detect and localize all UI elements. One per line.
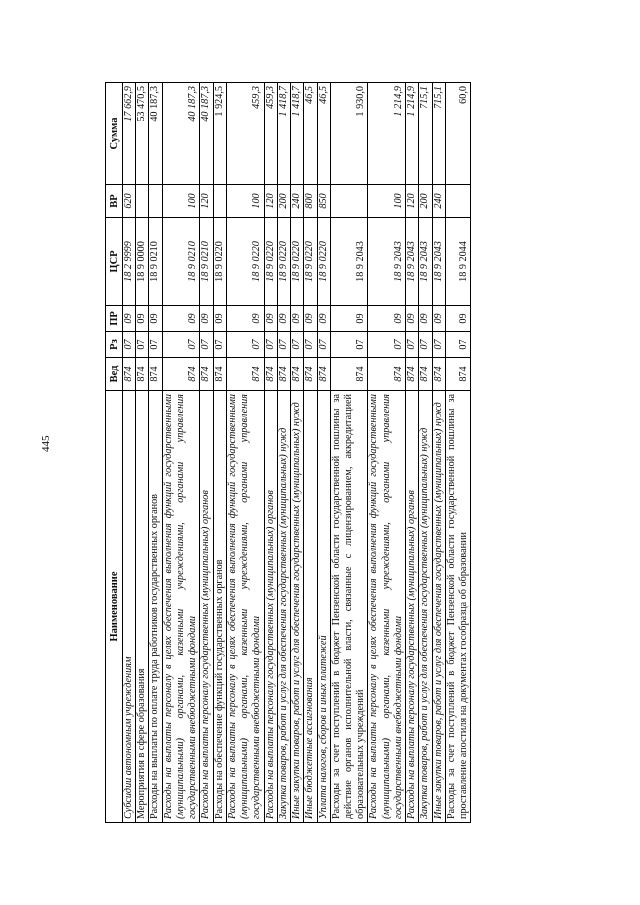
row-vr	[149, 185, 162, 218]
row-rz: 07	[406, 332, 419, 358]
row-pr: 09	[264, 306, 277, 332]
row-sum: 46,5	[304, 83, 317, 185]
row-ved: 874	[330, 358, 368, 391]
row-rz: 07	[162, 332, 200, 358]
row-vr	[330, 185, 368, 218]
header-ved: Вед	[106, 358, 123, 391]
row-sum: 40 187,3	[200, 83, 213, 185]
row-vr: 100	[162, 185, 200, 218]
row-rz: 07	[200, 332, 213, 358]
row-rz: 07	[277, 332, 290, 358]
row-csr: 18 9 2044	[445, 218, 470, 306]
row-sum: 40 187,3	[162, 83, 200, 185]
row-name: Расходы на выплаты персоналу государственных (муниципальных) органов	[406, 391, 419, 823]
row-sum: 1 214,9	[368, 83, 406, 185]
row-sum: 53 470,5	[136, 83, 149, 185]
header-vr: ВР	[106, 185, 123, 218]
row-vr: 120	[406, 185, 419, 218]
row-rz: 07	[445, 332, 470, 358]
row-csr: 18 9 0210	[162, 218, 200, 306]
table-row	[406, 83, 419, 823]
row-sum: 459,3	[226, 83, 264, 185]
row-ved: 874	[445, 358, 470, 391]
row-name: Закупка товаров, работ и услуг для обеспечения государственных (муниципальных) нужд	[419, 391, 432, 823]
row-pr: 09	[277, 306, 290, 332]
budget-table	[105, 82, 471, 823]
table-row	[419, 83, 432, 823]
row-rz: 07	[123, 332, 136, 358]
row-vr: 100	[226, 185, 264, 218]
table-row	[264, 83, 277, 823]
row-ved: 874	[317, 358, 330, 391]
row-ved: 874	[136, 358, 149, 391]
row-vr: 240	[291, 185, 304, 218]
row-csr: 18 9 0220	[291, 218, 304, 306]
table-row	[149, 83, 162, 823]
row-pr: 09	[123, 306, 136, 332]
header-csr: ЦСР	[106, 218, 123, 306]
row-ved: 874	[368, 358, 406, 391]
row-sum: 1 418,7	[291, 83, 304, 185]
table-row	[445, 83, 470, 823]
row-pr: 09	[445, 306, 470, 332]
row-pr: 09	[291, 306, 304, 332]
row-vr	[136, 185, 149, 218]
row-name: Расходы за счет поступлений в бюджет Пензенской области государственной пошлины за проставление апостиля на документах гособразца об образовании	[445, 391, 470, 823]
row-vr: 120	[264, 185, 277, 218]
row-csr: 18 9 0220	[264, 218, 277, 306]
row-rz: 07	[136, 332, 149, 358]
row-csr: 18 9 0210	[149, 218, 162, 306]
table-row	[213, 83, 226, 823]
table-row	[304, 83, 317, 823]
row-ved: 874	[406, 358, 419, 391]
row-pr: 09	[419, 306, 432, 332]
row-ved: 874	[123, 358, 136, 391]
row-name: Расходы на выплаты персоналу государственных (муниципальных) органов	[264, 391, 277, 823]
row-name: Расходы на выплаты персоналу в целях обеспечения выполнения функций государственными (муниципальными) органами, казенными учреждениями, органами управления государственными внебюджетными фондами	[226, 391, 264, 823]
row-vr: 620	[123, 185, 136, 218]
row-csr: 18 9 2043	[432, 218, 445, 306]
row-vr: 200	[277, 185, 290, 218]
row-csr: 18 9 0220	[213, 218, 226, 306]
row-sum: 40 187,3	[149, 83, 162, 185]
row-ved: 874	[304, 358, 317, 391]
table-row	[330, 83, 368, 823]
row-sum: 1 214,9	[406, 83, 419, 185]
row-csr: 18 9 2043	[406, 218, 419, 306]
row-rz: 07	[226, 332, 264, 358]
row-ved: 874	[419, 358, 432, 391]
header-name: Наименование	[106, 391, 123, 823]
rotated-page-content	[105, 83, 587, 823]
row-pr: 09	[200, 306, 213, 332]
row-pr: 09	[162, 306, 200, 332]
row-rz: 07	[304, 332, 317, 358]
header-sum: Сумма	[106, 83, 123, 185]
row-csr: 18 9 0220	[317, 218, 330, 306]
row-sum: 1 924,5	[213, 83, 226, 185]
row-rz: 07	[368, 332, 406, 358]
row-pr: 09	[213, 306, 226, 332]
table-row	[277, 83, 290, 823]
row-ved: 874	[200, 358, 213, 391]
table-row	[291, 83, 304, 823]
row-csr: 18 9 2043	[419, 218, 432, 306]
row-name: Иные бюджетные ассигнования	[304, 391, 317, 823]
table-row	[136, 83, 149, 823]
row-sum: 715,1	[432, 83, 445, 185]
row-rz: 07	[330, 332, 368, 358]
row-vr: 200	[419, 185, 432, 218]
row-sum: 459,3	[264, 83, 277, 185]
row-vr: 240	[432, 185, 445, 218]
row-name: Расходы на выплаты персоналу в целях обеспечения выполнения функций государственными (муниципальными) органами, казенными учреждениями, органами управления государственными внебюджетными фондами	[368, 391, 406, 823]
row-pr: 09	[226, 306, 264, 332]
row-csr: 18 2 9999	[123, 218, 136, 306]
row-pr: 09	[149, 306, 162, 332]
row-vr	[445, 185, 470, 218]
row-csr: 18 9 2043	[330, 218, 368, 306]
row-name: Субсидии автономным учреждениям	[123, 391, 136, 823]
row-vr: 850	[317, 185, 330, 218]
row-rz: 07	[213, 332, 226, 358]
row-name: Расходы на выплаты персоналу в целях обеспечения выполнения функций государственными (муниципальными) органами, казенными учреждениями, органами управления государственными внебюджетными фондами	[162, 391, 200, 823]
row-ved: 874	[432, 358, 445, 391]
row-ved: 874	[149, 358, 162, 391]
row-vr: 100	[368, 185, 406, 218]
row-name: Расходы за счет поступлений в бюджет Пензенской области государственной пошлины за действие органов исполнительной власти, связанные с лицензированием, аккредитацией образовательных учреждений	[330, 391, 368, 823]
row-name: Закупка товаров, работ и услуг для обеспечения государственных (муниципальных) нужд	[277, 391, 290, 823]
table-row	[162, 83, 200, 823]
row-vr: 120	[200, 185, 213, 218]
row-ved: 874	[277, 358, 290, 391]
header-pr: ПР	[106, 306, 123, 332]
row-ved: 874	[264, 358, 277, 391]
row-name: Расходы на выплаты по оплате труда работников государственных органов	[149, 391, 162, 823]
row-rz: 07	[264, 332, 277, 358]
row-ved: 874	[226, 358, 264, 391]
row-vr: 800	[304, 185, 317, 218]
row-csr: 18 9 0220	[226, 218, 264, 306]
row-sum: 60,0	[445, 83, 470, 185]
table-row	[200, 83, 213, 823]
row-name: Расходы на выплаты персоналу государственных (муниципальных) органов	[200, 391, 213, 823]
table-row	[317, 83, 330, 823]
row-name: Иные закупки товаров, работ и услуг для обеспечения государственных (муниципальных) нужд	[291, 391, 304, 823]
row-csr: 18 9 2043	[368, 218, 406, 306]
row-sum: 17 662,9	[123, 83, 136, 185]
row-ved: 874	[213, 358, 226, 391]
row-pr: 09	[406, 306, 419, 332]
row-rz: 07	[149, 332, 162, 358]
row-name: Уплата налогов, сборов и иных платежей	[317, 391, 330, 823]
row-sum: 46,5	[317, 83, 330, 185]
row-rz: 07	[317, 332, 330, 358]
row-sum: 1 418,7	[277, 83, 290, 185]
row-csr: 18 9 0000	[136, 218, 149, 306]
row-sum: 715,1	[419, 83, 432, 185]
row-name: Мероприятия в сфере образования	[136, 391, 149, 823]
row-rz: 07	[291, 332, 304, 358]
page-number: 445	[40, 435, 52, 452]
table-row	[432, 83, 445, 823]
row-pr: 09	[317, 306, 330, 332]
table-header-row	[106, 83, 123, 823]
row-ved: 874	[291, 358, 304, 391]
row-pr: 09	[304, 306, 317, 332]
row-pr: 09	[432, 306, 445, 332]
header-rz: Рз	[106, 332, 123, 358]
row-sum: 1 930,0	[330, 83, 368, 185]
row-csr: 18 9 0220	[277, 218, 290, 306]
row-vr	[213, 185, 226, 218]
row-pr: 09	[368, 306, 406, 332]
table-row	[123, 83, 136, 823]
table-row	[368, 83, 406, 823]
table-row	[226, 83, 264, 823]
row-name: Расходы на обеспечение функций государственных органов	[213, 391, 226, 823]
row-pr: 09	[136, 306, 149, 332]
row-rz: 07	[419, 332, 432, 358]
row-name: Иные закупки товаров, работ и услуг для обеспечения государственных (муниципальных) нужд	[432, 391, 445, 823]
row-rz: 07	[432, 332, 445, 358]
row-ved: 874	[162, 358, 200, 391]
row-pr: 09	[330, 306, 368, 332]
row-csr: 18 9 0220	[304, 218, 317, 306]
row-csr: 18 9 0210	[200, 218, 213, 306]
